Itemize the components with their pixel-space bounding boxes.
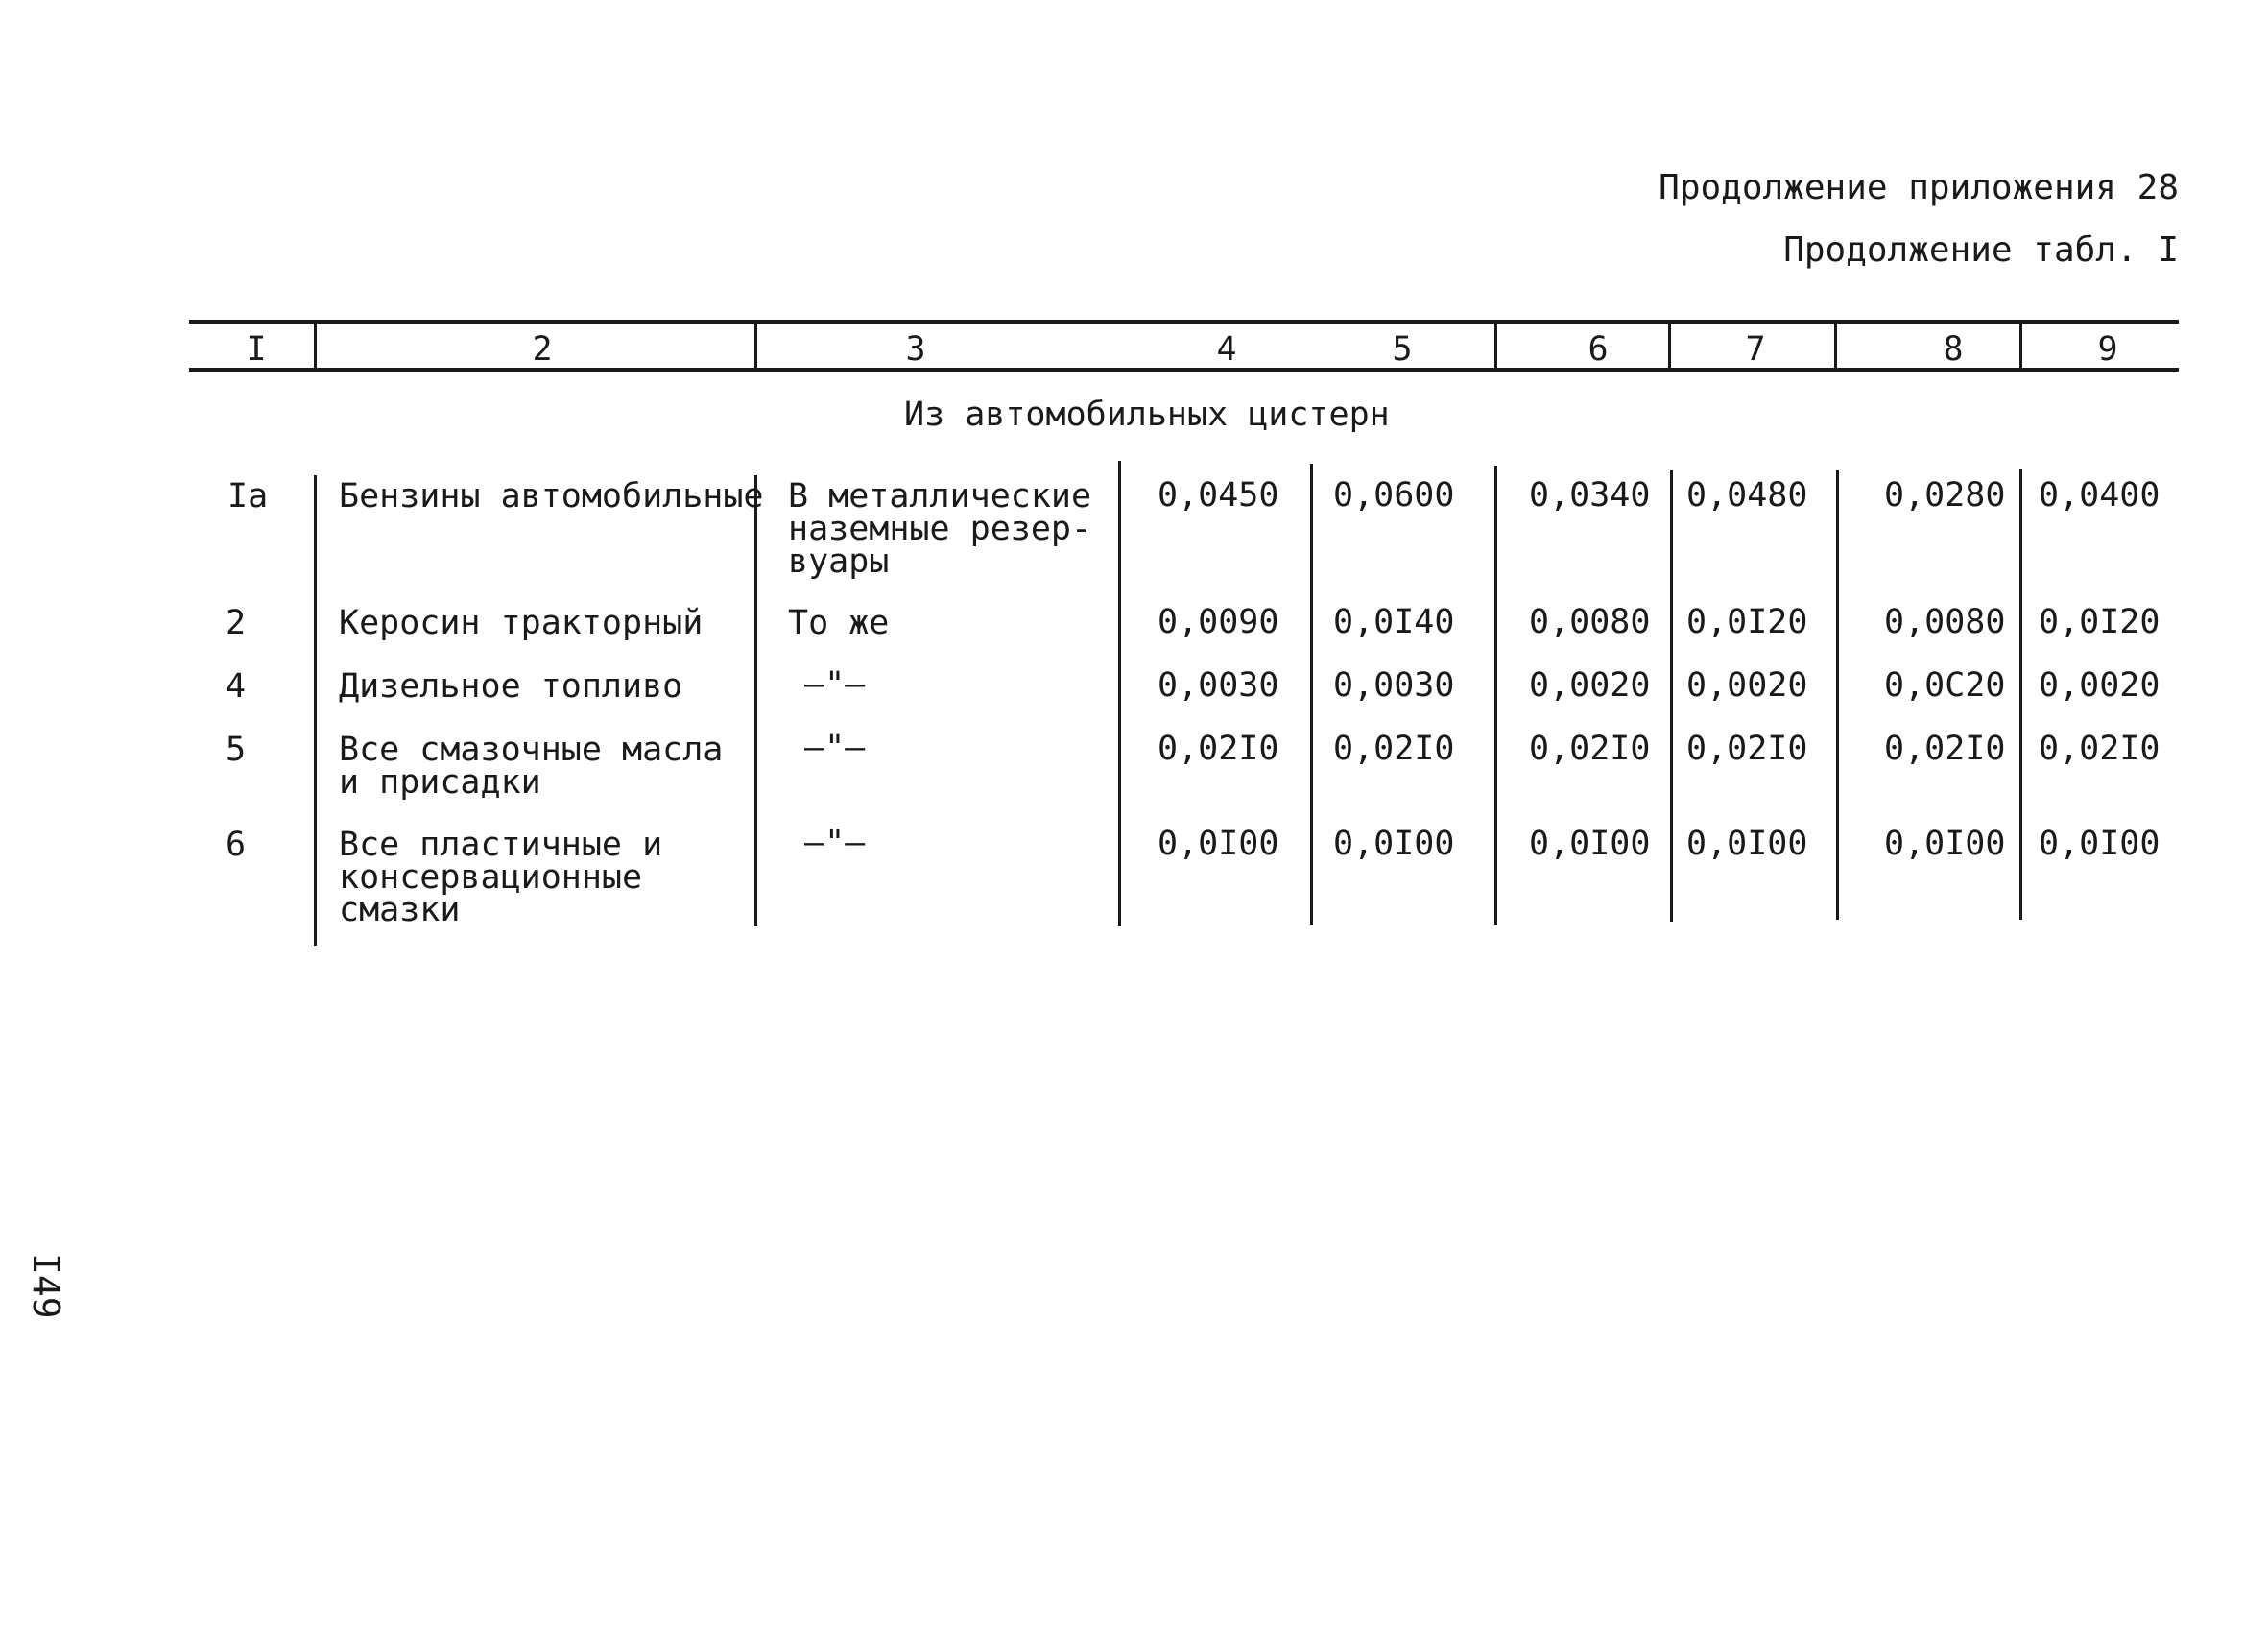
page-number: I49 <box>25 1253 67 1319</box>
value-cell: 0,0030 <box>1333 666 1455 705</box>
column-number: I <box>246 330 267 369</box>
value-cell: 0,0I00 <box>1884 825 2006 863</box>
column-number: 5 <box>1392 330 1413 369</box>
row-number: Ia <box>227 477 269 516</box>
reservoir-type: –"– <box>804 729 866 767</box>
row-number: 2 <box>226 604 247 642</box>
column-number: 7 <box>1745 330 1766 369</box>
body-column-rule <box>2019 469 2022 920</box>
value-cell: 0,0I00 <box>1529 825 1651 863</box>
value-cell: 0,0090 <box>1158 603 1279 641</box>
product-name: Дизельное топливо <box>339 667 683 706</box>
header-separator <box>754 322 757 370</box>
product-name: Все смазочные масла и присадки <box>339 731 724 802</box>
value-cell: 0,0080 <box>1884 603 2006 641</box>
header-separator <box>1668 322 1671 370</box>
header-separator <box>1494 322 1497 370</box>
product-name: Все пластичные и консервационные смазки <box>339 826 663 929</box>
reservoir-type: В металлические наземные резер- вуары <box>788 477 1092 581</box>
table-top-rule <box>189 320 2179 324</box>
value-cell: 0,0020 <box>1529 666 1651 705</box>
header-separator <box>2019 322 2022 370</box>
value-cell: 0,0I20 <box>1686 603 1808 641</box>
row-number: 4 <box>226 667 247 706</box>
body-column-rule <box>314 475 317 946</box>
column-number: 8 <box>1943 330 1964 369</box>
value-cell: 0,0020 <box>1686 666 1808 705</box>
header-separator <box>314 322 317 370</box>
reservoir-type: –"– <box>804 665 866 704</box>
value-cell: 0,0030 <box>1158 666 1279 705</box>
value-cell: 0,02I0 <box>2039 730 2161 768</box>
value-cell: 0,0020 <box>2039 666 2161 705</box>
column-number: 4 <box>1216 330 1237 369</box>
value-cell: 0,0I00 <box>1686 825 1808 863</box>
row-number: 5 <box>226 731 247 769</box>
product-name: Керосин тракторный <box>339 604 704 642</box>
value-cell: 0,02I0 <box>1158 730 1279 768</box>
value-cell: 0,0080 <box>1529 603 1651 641</box>
table-continuation-label: Продолжение табл. I <box>1783 230 2179 270</box>
appendix-continuation-label: Продолжение приложения 28 <box>1659 168 2179 207</box>
value-cell: 0,02I0 <box>1529 730 1651 768</box>
column-number: 9 <box>2097 330 2118 369</box>
table-header-bottom-rule <box>189 368 2179 372</box>
value-cell: 0,0I40 <box>1333 603 1455 641</box>
value-cell: 0,02I0 <box>1686 730 1808 768</box>
value-cell: 0,0340 <box>1529 476 1651 515</box>
body-column-rule <box>754 475 757 926</box>
column-number: 3 <box>905 330 926 369</box>
value-cell: 0,0280 <box>1884 476 2006 515</box>
value-cell: 0,0I00 <box>2039 825 2161 863</box>
value-cell: 0,02I0 <box>1333 730 1455 768</box>
header-separator <box>1834 322 1837 370</box>
value-cell: 0,0I20 <box>2039 603 2161 641</box>
value-cell: 0,0400 <box>2039 476 2161 515</box>
value-cell: 0,0450 <box>1158 476 1279 515</box>
body-column-rule <box>1494 466 1497 925</box>
value-cell: 0,0I00 <box>1158 825 1279 863</box>
section-title: Из автомобильных цистерн <box>904 396 1390 434</box>
body-column-rule <box>1670 470 1673 922</box>
reservoir-type: То же <box>788 604 890 642</box>
product-name: Бензины автомобильные <box>339 477 764 516</box>
body-column-rule <box>1836 470 1839 920</box>
row-number: 6 <box>226 826 247 864</box>
value-cell: 0,0480 <box>1686 476 1808 515</box>
body-column-rule <box>1310 464 1313 925</box>
value-cell: 0,0600 <box>1333 476 1455 515</box>
value-cell: 0,0C20 <box>1884 666 2006 705</box>
value-cell: 0,0I00 <box>1333 825 1455 863</box>
body-column-rule <box>1118 461 1121 926</box>
reservoir-type: –"– <box>804 824 866 862</box>
column-number: 6 <box>1588 330 1609 369</box>
value-cell: 0,02I0 <box>1884 730 2006 768</box>
column-number: 2 <box>532 330 553 369</box>
